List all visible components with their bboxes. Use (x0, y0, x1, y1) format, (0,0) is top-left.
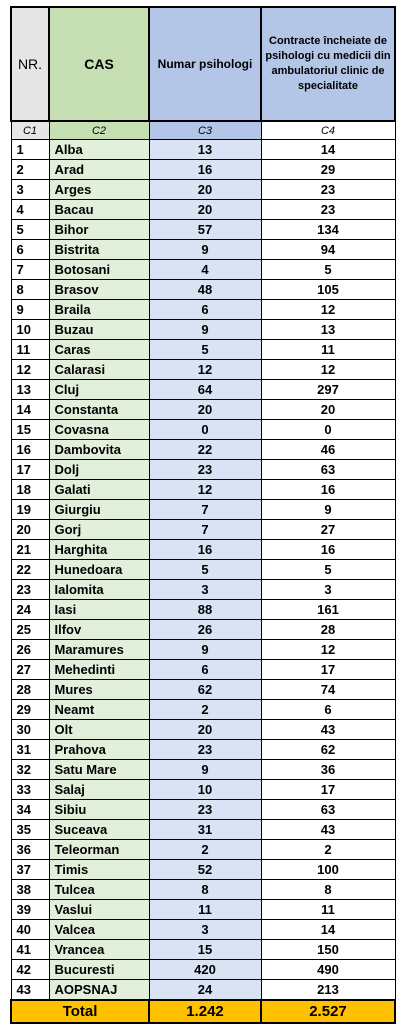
header-psychologist-count: Numar psihologi (149, 7, 261, 121)
column-code-c1: C1 (11, 121, 49, 140)
column-code-c2: C2 (49, 121, 149, 140)
psychologist-count: 20 (149, 720, 261, 740)
row-number: 37 (11, 860, 49, 880)
contracts-count: 14 (261, 920, 395, 940)
psychologist-count: 9 (149, 640, 261, 660)
table-row (11, 880, 395, 900)
county-name: Vrancea (49, 940, 149, 960)
row-number: 25 (11, 620, 49, 640)
psychologist-count: 9 (149, 320, 261, 340)
county-name: Covasna (49, 420, 149, 440)
county-name: Hunedoara (49, 560, 149, 580)
row-number: 22 (11, 560, 49, 580)
contracts-count: 16 (261, 480, 395, 500)
contracts-count: 9 (261, 500, 395, 520)
table-row (11, 480, 395, 500)
row-number: 24 (11, 600, 49, 620)
county-name: Valcea (49, 920, 149, 940)
county-name: Neamt (49, 700, 149, 720)
contracts-count: 36 (261, 760, 395, 780)
table-row (11, 400, 395, 420)
contracts-count: 297 (261, 380, 395, 400)
row-number: 39 (11, 900, 49, 920)
psychologist-count: 23 (149, 740, 261, 760)
row-number: 11 (11, 340, 49, 360)
contracts-count: 134 (261, 220, 395, 240)
table-row (11, 460, 395, 480)
row-number: 19 (11, 500, 49, 520)
row-number: 8 (11, 280, 49, 300)
county-name: Arges (49, 180, 149, 200)
contracts-count: 27 (261, 520, 395, 540)
psychologist-count: 10 (149, 780, 261, 800)
table-row (11, 660, 395, 680)
county-name: Dambovita (49, 440, 149, 460)
psychologist-count: 22 (149, 440, 261, 460)
contracts-count: 63 (261, 460, 395, 480)
county-name: Iasi (49, 600, 149, 620)
psychologist-count: 26 (149, 620, 261, 640)
row-number: 2 (11, 160, 49, 180)
table-row (11, 700, 395, 720)
total-label: Total (11, 1000, 149, 1023)
contracts-count: 62 (261, 740, 395, 760)
table-row (11, 820, 395, 840)
psychologist-count: 3 (149, 580, 261, 600)
county-name: Sibiu (49, 800, 149, 820)
row-number: 38 (11, 880, 49, 900)
table-row (11, 540, 395, 560)
county-name: Cluj (49, 380, 149, 400)
contracts-count: 16 (261, 540, 395, 560)
psychologist-count: 11 (149, 900, 261, 920)
row-number: 36 (11, 840, 49, 860)
county-name: Bistrita (49, 240, 149, 260)
county-name: Arad (49, 160, 149, 180)
county-name: Caras (49, 340, 149, 360)
table-row (11, 620, 395, 640)
county-name: Teleorman (49, 840, 149, 860)
table-row (11, 280, 395, 300)
contracts-count: 12 (261, 640, 395, 660)
row-number: 43 (11, 980, 49, 1001)
total-psychologist-count: 1.242 (149, 1000, 261, 1023)
table-body (11, 140, 395, 1001)
psychologist-count: 20 (149, 400, 261, 420)
county-name: Mehedinti (49, 660, 149, 680)
contracts-count: 43 (261, 720, 395, 740)
total-contracts: 2.527 (261, 1000, 395, 1023)
row-number: 29 (11, 700, 49, 720)
table-row (11, 500, 395, 520)
psychologist-count: 9 (149, 240, 261, 260)
county-name: Constanta (49, 400, 149, 420)
header-row (11, 7, 395, 121)
psychologist-count: 5 (149, 560, 261, 580)
psychologist-count: 2 (149, 700, 261, 720)
psychologist-count: 6 (149, 660, 261, 680)
table-row (11, 320, 395, 340)
psychologist-count: 7 (149, 520, 261, 540)
psychologist-count: 12 (149, 480, 261, 500)
row-number: 32 (11, 760, 49, 780)
table-row (11, 300, 395, 320)
table-row (11, 200, 395, 220)
table-row (11, 160, 395, 180)
table-row (11, 860, 395, 880)
contracts-count: 5 (261, 560, 395, 580)
psychologist-count: 7 (149, 500, 261, 520)
table-row (11, 780, 395, 800)
psychologist-count: 16 (149, 160, 261, 180)
psychologist-count: 8 (149, 880, 261, 900)
table-row (11, 180, 395, 200)
table-row (11, 960, 395, 980)
county-name: Bihor (49, 220, 149, 240)
psychologist-count: 64 (149, 380, 261, 400)
county-name: Prahova (49, 740, 149, 760)
psychologist-count: 5 (149, 340, 261, 360)
psychologists-table-container (10, 6, 396, 1024)
psychologist-count: 20 (149, 180, 261, 200)
table-row (11, 740, 395, 760)
row-number: 12 (11, 360, 49, 380)
psychologists-table (10, 6, 396, 1024)
contracts-count: 8 (261, 880, 395, 900)
county-name: Vaslui (49, 900, 149, 920)
contracts-count: 14 (261, 140, 395, 160)
psychologist-count: 23 (149, 800, 261, 820)
contracts-count: 63 (261, 800, 395, 820)
county-name: Calarasi (49, 360, 149, 380)
psychologist-count: 12 (149, 360, 261, 380)
table-row (11, 980, 395, 1001)
contracts-count: 3 (261, 580, 395, 600)
row-number: 42 (11, 960, 49, 980)
contracts-count: 0 (261, 420, 395, 440)
contracts-count: 11 (261, 900, 395, 920)
contracts-count: 2 (261, 840, 395, 860)
contracts-count: 94 (261, 240, 395, 260)
county-name: Brasov (49, 280, 149, 300)
psychologist-count: 15 (149, 940, 261, 960)
psychologist-count: 420 (149, 960, 261, 980)
row-number: 1 (11, 140, 49, 160)
table-row (11, 600, 395, 620)
header-cas: CAS (49, 7, 149, 121)
contracts-count: 17 (261, 780, 395, 800)
table-row (11, 560, 395, 580)
row-number: 13 (11, 380, 49, 400)
table-row (11, 440, 395, 460)
psychologist-count: 3 (149, 920, 261, 940)
table-row (11, 520, 395, 540)
row-number: 9 (11, 300, 49, 320)
contracts-count: 29 (261, 160, 395, 180)
row-number: 21 (11, 540, 49, 560)
column-code-c3: C3 (149, 121, 261, 140)
contracts-count: 213 (261, 980, 395, 1001)
contracts-count: 20 (261, 400, 395, 420)
county-name: Giurgiu (49, 500, 149, 520)
total-row (11, 1000, 395, 1023)
row-number: 15 (11, 420, 49, 440)
header-contracts: Contracte încheiate de psihologi cu medicii din ambulatoriul clinic de specialitate (261, 7, 395, 121)
table-row (11, 800, 395, 820)
psychologist-count: 62 (149, 680, 261, 700)
row-number: 4 (11, 200, 49, 220)
table-row (11, 380, 395, 400)
row-number: 41 (11, 940, 49, 960)
row-number: 35 (11, 820, 49, 840)
psychologist-count: 2 (149, 840, 261, 860)
psychologist-count: 4 (149, 260, 261, 280)
table-row (11, 920, 395, 940)
contracts-count: 12 (261, 300, 395, 320)
contracts-count: 17 (261, 660, 395, 680)
table-row (11, 640, 395, 660)
county-name: Bucuresti (49, 960, 149, 980)
table-row (11, 140, 395, 160)
psychologist-count: 6 (149, 300, 261, 320)
county-name: Dolj (49, 460, 149, 480)
contracts-count: 161 (261, 600, 395, 620)
table-row (11, 680, 395, 700)
table-row (11, 260, 395, 280)
row-number: 7 (11, 260, 49, 280)
row-number: 33 (11, 780, 49, 800)
table-row (11, 900, 395, 920)
row-number: 28 (11, 680, 49, 700)
contracts-count: 74 (261, 680, 395, 700)
contracts-count: 43 (261, 820, 395, 840)
table-row (11, 580, 395, 600)
row-number: 3 (11, 180, 49, 200)
county-name: Botosani (49, 260, 149, 280)
row-number: 5 (11, 220, 49, 240)
psychologist-count: 31 (149, 820, 261, 840)
contracts-count: 28 (261, 620, 395, 640)
table-row (11, 720, 395, 740)
row-number: 23 (11, 580, 49, 600)
contracts-count: 105 (261, 280, 395, 300)
psychologist-count: 9 (149, 760, 261, 780)
psychologist-count: 23 (149, 460, 261, 480)
county-name: Satu Mare (49, 760, 149, 780)
psychologist-count: 20 (149, 200, 261, 220)
county-name: AOPSNAJ (49, 980, 149, 1001)
county-name: Galati (49, 480, 149, 500)
contracts-count: 490 (261, 960, 395, 980)
contracts-count: 6 (261, 700, 395, 720)
row-number: 20 (11, 520, 49, 540)
psychologist-count: 48 (149, 280, 261, 300)
county-name: Tulcea (49, 880, 149, 900)
county-name: Mures (49, 680, 149, 700)
table-row (11, 760, 395, 780)
psychologist-count: 24 (149, 980, 261, 1001)
psychologist-count: 52 (149, 860, 261, 880)
contracts-count: 23 (261, 180, 395, 200)
row-number: 17 (11, 460, 49, 480)
contracts-count: 11 (261, 340, 395, 360)
contracts-count: 5 (261, 260, 395, 280)
county-name: Ialomita (49, 580, 149, 600)
row-number: 31 (11, 740, 49, 760)
row-number: 18 (11, 480, 49, 500)
row-number: 10 (11, 320, 49, 340)
row-number: 34 (11, 800, 49, 820)
psychologist-count: 57 (149, 220, 261, 240)
table-row (11, 940, 395, 960)
table-header (11, 7, 395, 140)
contracts-count: 150 (261, 940, 395, 960)
header-nr: NR. (11, 7, 49, 121)
county-name: Olt (49, 720, 149, 740)
contracts-count: 23 (261, 200, 395, 220)
row-number: 6 (11, 240, 49, 260)
county-name: Suceava (49, 820, 149, 840)
psychologist-count: 16 (149, 540, 261, 560)
county-name: Salaj (49, 780, 149, 800)
row-number: 30 (11, 720, 49, 740)
table-row (11, 360, 395, 380)
contracts-count: 12 (261, 360, 395, 380)
column-code-row (11, 121, 395, 140)
table-row (11, 420, 395, 440)
row-number: 40 (11, 920, 49, 940)
contracts-count: 100 (261, 860, 395, 880)
county-name: Alba (49, 140, 149, 160)
psychologist-count: 88 (149, 600, 261, 620)
row-number: 27 (11, 660, 49, 680)
table-row (11, 340, 395, 360)
psychologist-count: 13 (149, 140, 261, 160)
table-row (11, 240, 395, 260)
table-row (11, 220, 395, 240)
contracts-count: 46 (261, 440, 395, 460)
county-name: Timis (49, 860, 149, 880)
row-number: 16 (11, 440, 49, 460)
county-name: Ilfov (49, 620, 149, 640)
county-name: Gorj (49, 520, 149, 540)
county-name: Bacau (49, 200, 149, 220)
column-code-c4: C4 (261, 121, 395, 140)
psychologist-count: 0 (149, 420, 261, 440)
contracts-count: 13 (261, 320, 395, 340)
county-name: Braila (49, 300, 149, 320)
row-number: 26 (11, 640, 49, 660)
table-row (11, 840, 395, 860)
county-name: Harghita (49, 540, 149, 560)
row-number: 14 (11, 400, 49, 420)
county-name: Buzau (49, 320, 149, 340)
county-name: Maramures (49, 640, 149, 660)
